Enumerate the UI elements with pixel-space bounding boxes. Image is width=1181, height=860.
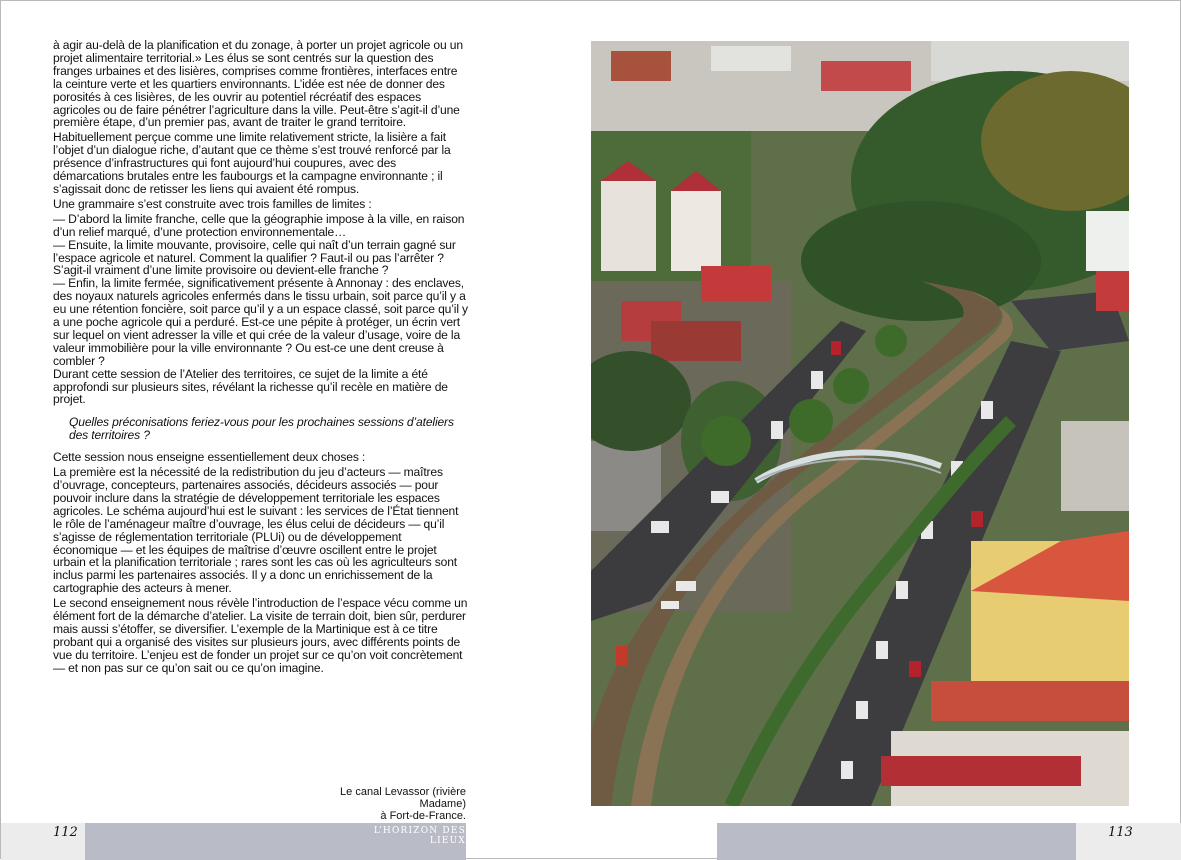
- paragraph-2: Habituellement perçue comme une limite relativement stricte, la lisière a fait l’objet d’un dialogue riche, d’autant que ce thème s’est trouvé renforcé par la présence d’infrastructures qui font aujourd’hui coupures, avec des démarcations brutales entre les faubourgs et la campagne environnante ; il s’agissait donc de retisser les liens qui avaient été rompus.: [53, 130, 451, 196]
- text-column: [53, 39, 468, 677]
- canal-photo-icon: [591, 41, 1129, 806]
- running-title: L’HORIZON DES LIEUX: [373, 826, 466, 846]
- interview-question: Quelles préconisations feriez-vous pour les prochaines sessions d’ateliers des territoires ?: [69, 415, 454, 443]
- answer-paragraph-3: Le second enseignement nous révèle l’introduction de l’espace vécu comme un élément fort de la démarche d’atelier. La visite de terrain doit, bien sûr, perdurer mais aussi s’étoffer, se diversifier. L’exemple de la Martinique est à ce titre probant qui a organisé des visites sur plusieurs jours, avec différents points de vue du territoire. L’enjeu est de fonder un projet sur ce qu’on voit concrètement — et non pas sur ce qu’on sait ou ce qu’on imagine.: [53, 596, 468, 675]
- photo-caption: [291, 786, 466, 822]
- caption-line-1: Le canal Levassor (rivière Madame): [340, 786, 466, 810]
- limit-item-franche: — D’abord la limite franche, celle que la géographie impose à la ville, en raison d’un relief marqué, d’une protection environnementale…: [53, 211, 465, 239]
- paragraph-4: Durant cette session de l’Atelier des territoires, ce sujet de la limite a été approfondi sur plusieurs sites, révélant la richesse qu’il recèle en matière de projet.: [53, 366, 448, 407]
- canal-photo: [591, 41, 1129, 806]
- answer-paragraph-1: Cette session nous enseigne essentiellement deux choses :: [53, 450, 366, 465]
- page-number-left: 112: [53, 825, 78, 840]
- page-number-right: 113: [1108, 825, 1133, 840]
- paragraph-1: à agir au-delà de la planification et du zonage, à porter un projet agricole ou un projet alimentaire territorial.» Les élus se sont centrés sur la question des franges urbaines et des lisières, comprises comme frontières, interfaces entre la ceinture verte et les quartiers environnants. L’idée est née de donner des porosités à ces lisières, de les ouvrir au potentiel récréatif des espaces agricoles ou de faire pénétrer l’agriculture dans la ville. Peut-être s’agit-il d’une première étape, d’un premier pas, avant de traiter le grand territoire.: [53, 38, 463, 130]
- limit-item-fermee: — Enfin, la limite fermée, significativement présente à Annonay : des enclaves, des noyaux naturels agricoles enfermés dans le tissu urbain, soit parce qu’il y a eu une rétention foncière, soit parce qu’il y a un espace classé, soit parce qu’il y a une poche agricole qui a perduré. Est-ce une pépite à protéger, un écrin vert sur lequel on vient adresser la ville et qui crée de la valeur d’usage, voire de la valeur immobilière pour la ville environnante ? Ou est-ce une dent creuse à combler ?: [53, 276, 468, 368]
- caption-line-2: à Fort-de-France.: [380, 810, 466, 822]
- answer-paragraph-2: La première est la nécessité de la redistribution du jeu d’acteurs — maîtres d’ouvrage, concepteurs, partenaires associés, décideurs associés — pour pouvoir inclure dans la stratégie de développement territoriale les espaces agricoles. Le schéma aujourd’hui est le suivant : les services de l’État tiennent le rôle de l’aménageur maître d’ouvrage, les élus celui de décideurs — qu’il s’agisse de réglementation territoriale (PLUi) ou de développement économique — et les équipes de maîtrise d’œuvre oscillent entre le projet urbain et la planification territoriale ; rares sont les cas où les agriculteurs sont inclus parmi les partenaires associés. Il y a donc un enrichissement de la cartographie des acteurs à mener.: [53, 465, 459, 596]
- footer-bar-right: [717, 823, 1076, 860]
- limit-item-mouvante: — Ensuite, la limite mouvante, provisoire, celle qui naît d’un terrain gagné sur l’espace agricole et naturel. Comment la qualifier ? Faut-il ou pas l’arrêter ? S’agit-il vraiment d’une limite provisoire ou devient-elle franche ?: [53, 237, 456, 278]
- paragraph-3: Une grammaire s’est construite avec trois familles de limites :: [53, 196, 372, 211]
